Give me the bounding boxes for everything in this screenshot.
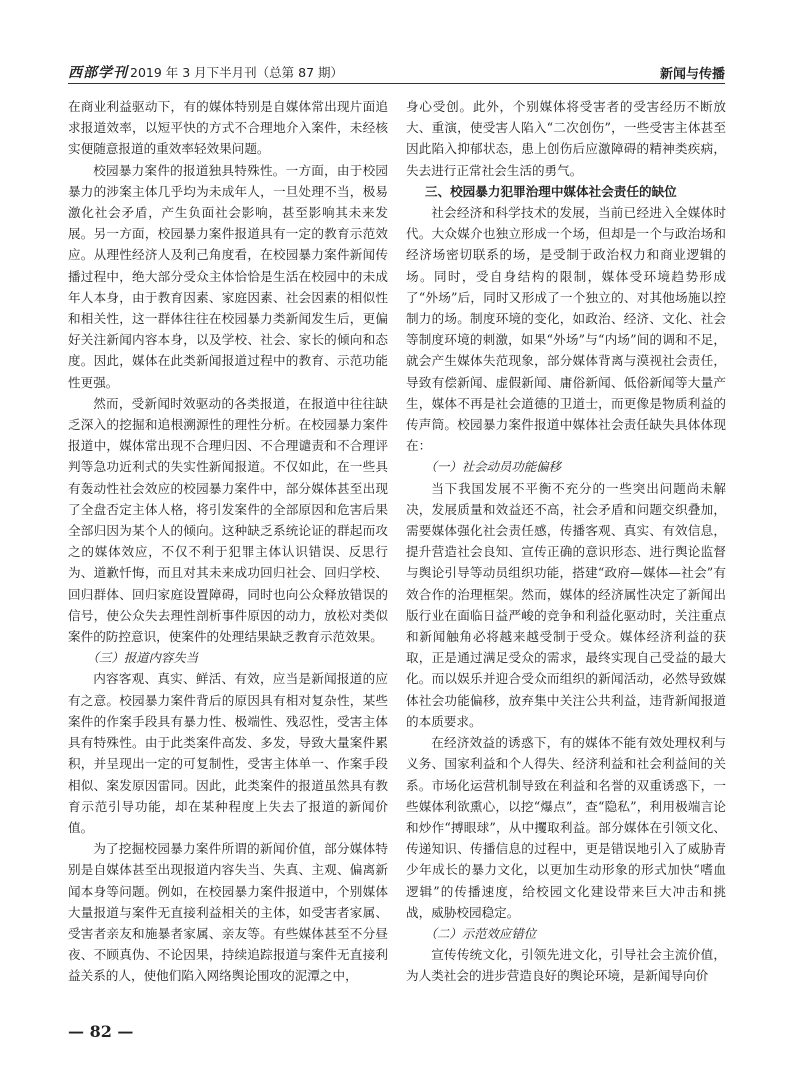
paragraph: 当下我国发展不平衡不充分的一些突出问题尚未解决，发展质量和效益还不高，社会矛盾和问题交织叠加，需要媒体强化社会责任感，传播客观、真实、有效信息，提升营造社会良知、宣传正确的意识形态、进行舆论监督与舆论引导等动员组织功能，搭建“政府—媒体—社会”有效合作的治理框架。然而，媒体的经济属性决定了新闻出版行业在面临日益严峻的竞争和利益化驱动时，关注重点和新闻触角必将越来越受制于受众。媒体经济利益的获取，正是通过满足受众的需求，最终实现自己受益的最大化。而以娱乐并迎合受众而组织的新闻活动，必然导致媒体社会功能偏移，放弃集中关注公共利益，违背新闻报道的本质要求。 <box>406 480 726 729</box>
paragraph: 宣传传统文化，引领先进文化，引导社会主流价值，为人类社会的进步营造良好的舆论环境，是新闻导向价 <box>406 947 726 984</box>
paragraph: 校园暴力案件的报道独具特殊性。一方面，由于校园暴力的涉案主体几乎均为未成年人，一旦处理不当，极易激化社会矛盾，产生负面社会影响，甚至影响其未来发展。另一方面，校园暴力案件报道具有一定的教育示范效应。从理性经济人及利己角度看，在校园暴力案件新闻传播过程中，绝大部分受众主体恰恰是生活在校园中的未成年人本身，由于教育因素、家庭因素、社会因素的相似性和相关性，这一群体往往在校园暴力类新闻发生后，更偏好关注新闻内容本身，以及学校、社会、家长的倾向和态度。因此，媒体在此类新闻报道过程中的教育、示范功能性更强。 <box>68 162 388 390</box>
section-heading: （一）社会动员功能偏移 <box>424 459 561 475</box>
section-heading: （二）示范效应错位 <box>424 925 537 941</box>
right-column <box>406 96 726 987</box>
paragraph: 为了挖掘校园暴力案件所谓的新闻价值，部分媒体特别是自媒体甚至出现报道内容失当、失真、主观、偏离新闻本身等问题。例如，在校园暴力案件报道中，个别媒体大量报道与案件无直接利益相关的主体，如受害者家属、受害者亲友和施暴者家属、亲友等。有些媒体甚至不分昼夜、不顾真伪、不论因果，持续追踪报道与案件无直接利益关系的人，使他们陷入网络舆论围攻的泥潭之中， <box>68 841 388 984</box>
header-rule <box>68 83 725 84</box>
section-heading: 三、校园暴力犯罪治理中媒体社会责任的缺位 <box>424 183 677 199</box>
paragraph: 社会经济和科学技术的发展，当前已经进入全媒体时代。大众媒介也独立形成一个场，但却是一个与政治场和经济场密切联系的场，是受制于政治权力和商业逻辑的场。同时，受自身结构的限制，媒体受环境趋势形成了“外场”后，同时又形成了一个独立的、对其他场施以控制力的场。制度环境的变化，如政治、经济、文化、社会等制度环境的刺激，如果“外场”与“内场”间的调和不足，就会产生媒体失范现象，部分媒体背离与漠视社会责任，导致有偿新闻、虚假新闻、庸俗新闻、低俗新闻等大量产生，媒体不再是社会道德的卫道士，而更像是物质利益的传声筒。校园暴力案件报道中媒体社会责任缺失具体体现在： <box>406 205 726 454</box>
paragraph: 然而，受新闻时效驱动的各类报道，在报道中往往缺乏深入的挖掘和追根溯源性的理性分析。在校园暴力案件报道中，媒体常出现不合理归因、不合理谴责和不合理评判等急功近利式的失实性新闻报道。不仅如此，在一些具有轰动性社会效应的校园暴力案件中，部分媒体甚至出现了全盘否定主体人格，将引发案件的全部原因和危害后果全部归因为某个人的倾向。这种缺乏系统论证的群起而攻之的媒体效应，不仅不利于犯罪主体认识错误、反思行为、道歉忏悔，而且对其未来成功回归社会、回归学校、回归群体、回归家庭设置障碍，同时也向公众释放错误的信号，使公众失去理性剖析事件原因的动力，放松对类似案件的防控意识，使案件的处理结果缺乏教育示范效果。 <box>68 395 388 645</box>
page-number: — 82 — <box>68 1022 134 1041</box>
paragraph: 内容客观、真实、鲜活、有效，应当是新闻报道的应有之意。校园暴力案件背后的原因具有相对复杂性，某些案件的作案手段具有暴力性、极端性、残忍性，受害主体具有特殊性。由于此类案件高发、多发，导致大量案件累积，并呈现出一定的可复制性，受害主体单一、作案手段相似、案发原因雷同。因此，此类案件的报道虽然具有教育示范引导功能，却在某种程度上失去了报道的新闻价值。 <box>68 671 388 835</box>
journal-logo: 西部学刊 <box>68 65 128 81</box>
paragraph: 在经济效益的诱惑下，有的媒体不能有效处理权利与义务、国家利益和个人得失、经济利益和社会利益间的关系。市场化运营机制导致在利益和名誉的双重诱惑下，一些媒体利欲熏心，以挖“爆点”，查“隐私”，利用极端言论和炒作“搏眼球”，从中攫取利益。部分媒体在引领文化、传递知识、传播信息的过程中，更是错误地引入了威胁青少年成长的暴力文化，以更加生动形象的形式加快“嗜血逻辑”的传播速度，给校园文化建设带来巨大冲击和挑战，威胁校园稳定。 <box>406 735 726 920</box>
page-header <box>0 0 793 82</box>
issue-info: 2019 年 3 月下半月刊（总第 87 期） <box>130 65 344 80</box>
paragraph: 在商业利益驱动下，有的媒体特别是自媒体常出现片面追求报道效率，以短平快的方式不合理地介入案件，未经核实便随意报道的重效率轻效果问题。 <box>68 99 388 157</box>
paragraph: 身心受创。此外，个别媒体将受害者的受害经历不断放大、重演，使受害人陷入“二次创伤”，一些受害主体甚至因此陷入抑郁状态，患上创伤后应激障碍的精神类疾病，失去进行正常社会生活的勇气。 <box>406 99 726 178</box>
section-heading: （三）报道内容失当 <box>86 650 199 666</box>
section-title: 新闻与传播 <box>659 67 725 82</box>
left-column <box>68 96 388 987</box>
